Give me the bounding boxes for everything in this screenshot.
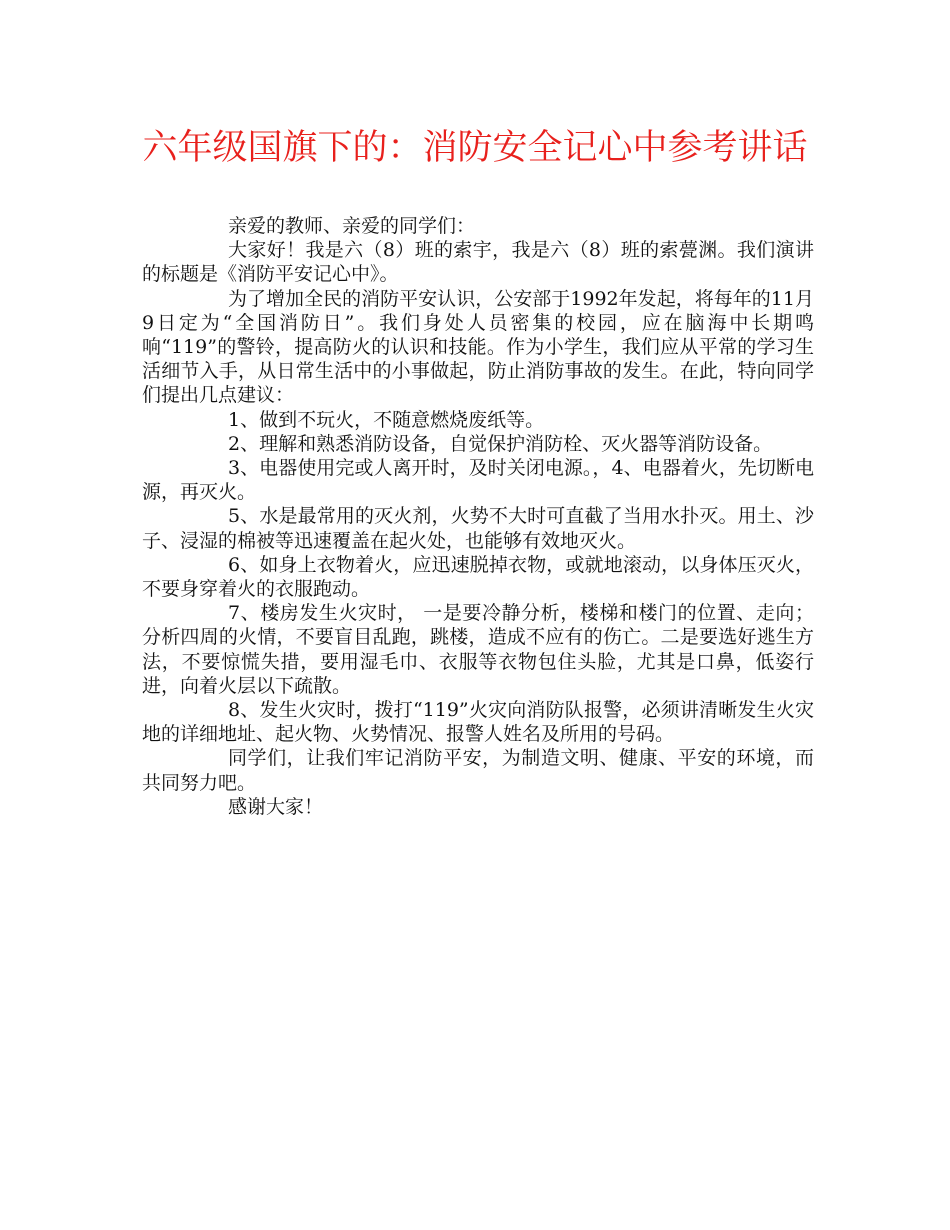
suggestion-item-6: 6、如身上衣物着火，应迅速脱掉衣物，或就地滚动，以身体压灭火，不要身穿着火的衣服跑动。 — [142, 553, 814, 601]
paragraph-background: 为了增加全民的消防平安认识，公安部于1992年发起，将每年的11月9日定为“全国消防日”。我们身处人员密集的校园，应在脑海中长期鸣响“119”的警铃，提高防火的认识和技能。作为小学生，我们应从平常的学习生活细节入手，从日常生活中的小事做起，防止消防事故的发生。在此，特向同学们提出几点建议： — [142, 287, 814, 407]
suggestion-item-3: 3、电器使用完或人离开时，及时关闭电源。，4、电器着火，先切断电源，再灭火。 — [142, 457, 814, 504]
suggestion-item-7: 7、楼房发生火灾时， 一是要冷静分析，楼梯和楼门的位置、走向；分析四周的火情，不要盲目乱跑，跳楼，造成不应有的伤亡。二是要选好逃生方法，不要惊慌失措，要用湿毛巾、衣服等衣物包住头脸，尤其是口鼻，低姿行进，向着火层以下疏散。 — [142, 602, 814, 697]
document-title: 六年级国旗下的：消防安全记心中参考讲话 — [142, 128, 808, 168]
suggestion-item-1: 1、做到不玩火，不随意燃烧废纸等。 — [228, 408, 545, 431]
salutation: 亲爱的教师、亲爱的同学们： — [228, 215, 476, 237]
paragraph-conclusion: 同学们，让我们牢记消防平安，为制造文明、健康、平安的环境，而共同努力吧。 — [142, 747, 814, 794]
paragraph-introduction: 大家好！我是六（8）班的索宇，我是六（8）班的索甍渊。我们演讲的标题是《消防平安记心中》。 — [142, 239, 814, 286]
document-body — [142, 214, 814, 819]
closing-thanks: 感谢大家！ — [228, 795, 324, 818]
suggestion-item-2: 2、理解和熟悉消防设备，自觉保护消防栓、灭火器等消防设备。 — [228, 432, 773, 455]
suggestion-item-8: 8、发生火灾时，拨打“119”火灾向消防队报警，必须讲清晰发生火灾地的详细地址、起火物、火势情况、报警人姓名及所用的号码。 — [142, 699, 814, 746]
suggestion-item-5: 5、水是最常用的灭火剂，火势不大时可直截了当用水扑灭。用土、沙子、浸湿的棉被等迅速覆盖在起火处，也能够有效地灭火。 — [142, 505, 814, 552]
